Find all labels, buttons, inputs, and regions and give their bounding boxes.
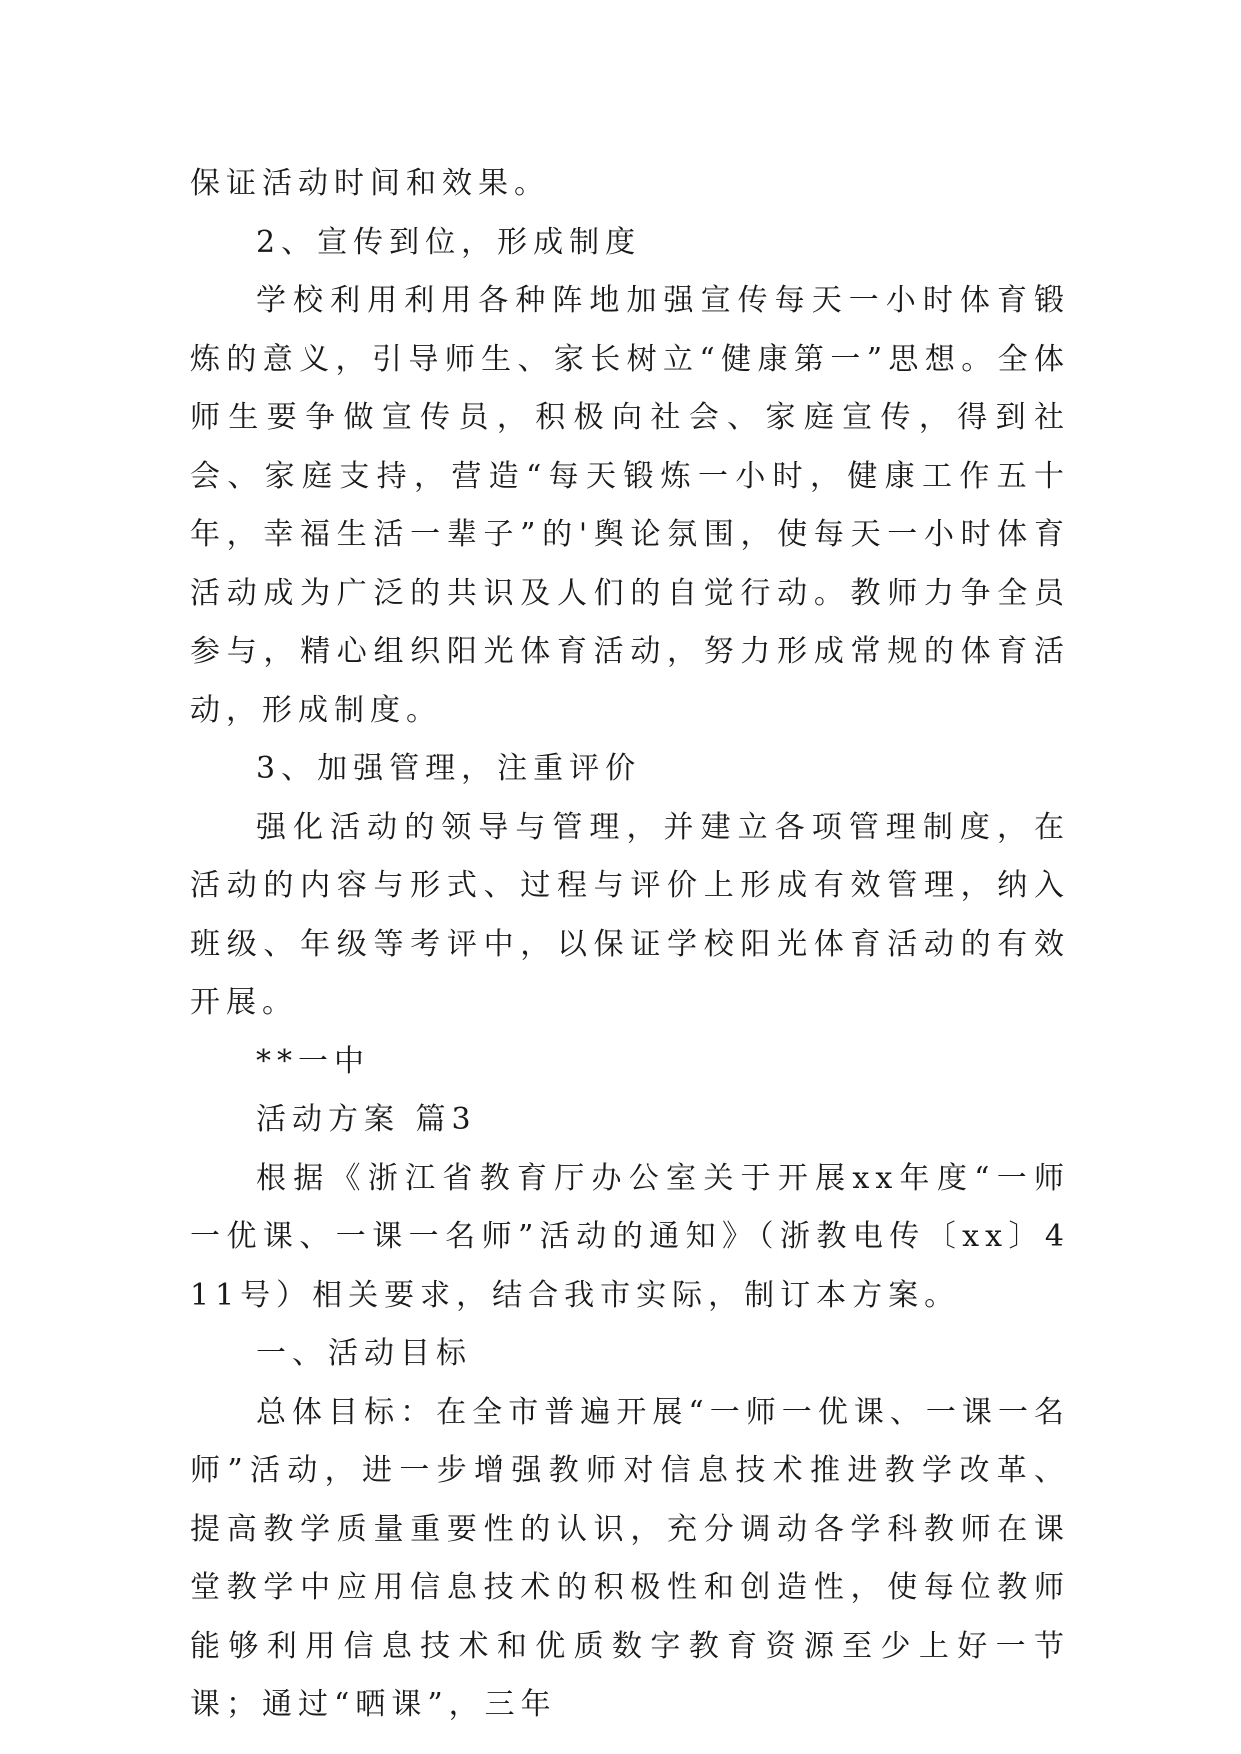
section-heading-publicity: 2、宣传到位，形成制度: [256, 224, 642, 260]
section-heading-goals: 一、活动目标: [256, 1336, 472, 1371]
section-heading-management: 3、加强管理，注重评价: [256, 751, 642, 786]
school-signature: **一中: [256, 1043, 370, 1079]
paragraph-basis: 根据《浙江省教育厅办公室关于开展xx年度“一师一优课、一课一名师”活动的通知》（浙教电传〔xx〕411号）相关要求，结合我市实际，制订本方案。: [190, 1160, 1070, 1313]
document-body: [190, 155, 1070, 1735]
paragraph-management: 强化活动的领导与管理，并建立各项管理制度，在活动的内容与形式、过程与评价上形成有效管理，纳入班级、年级等考评中，以保证学校阳光体育活动的有效开展。: [190, 809, 1070, 1020]
paragraph-publicity: 学校利用利用各种阵地加强宣传每天一小时体育锻炼的意义，引导师生、家长树立“健康第一”思想。全体师生要争做宣传员，积极向社会、家庭宣传，得到社会、家庭支持，营造“每天锻炼一小时，健康工作五十年，幸福生活一辈子”的'舆论氛围，使每天一小时体育活动成为广泛的共识及人们的自觉行动。教师力争全员参与，精心组织阳光体育活动，努力形成常规的体育活动，形成制度。: [190, 283, 1070, 728]
plan-title: 活动方案 篇3: [256, 1102, 477, 1137]
paragraph-continuation: 保证活动时间和效果。: [190, 166, 550, 201]
paragraph-overall-goal: 总体目标：在全市普遍开展“一师一优课、一课一名师”活动，进一步增强教师对信息技术推进教学改革、提高教学质量重要性的认识，充分调动各学科教师在课堂教学中应用信息技术的积极性和创造性，使每位教师能够利用信息技术和优质数字教育资源至少上好一节课；通过“晒课”，三年: [190, 1394, 1070, 1722]
